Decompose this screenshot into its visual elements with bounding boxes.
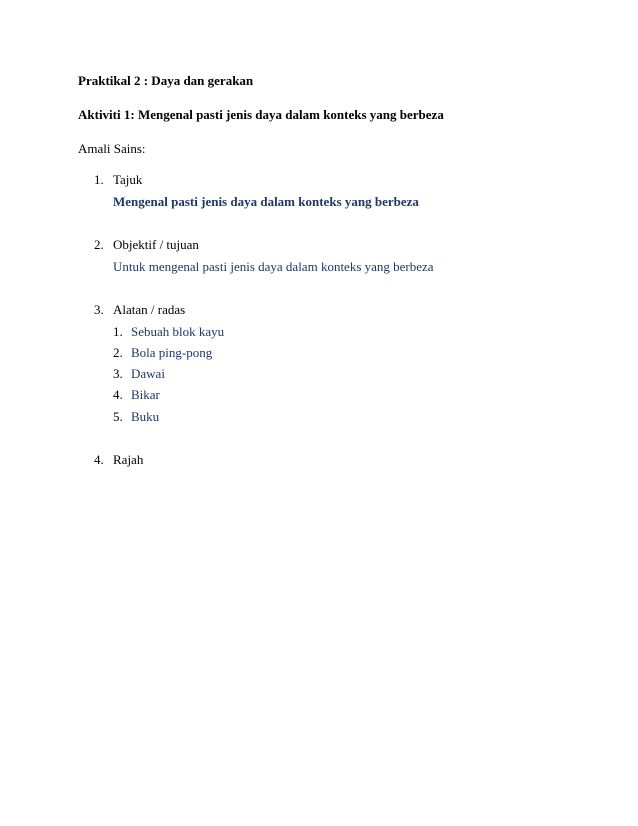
subitem-text: Buku xyxy=(131,409,160,424)
item-label-objektif: Objektif / tujuan xyxy=(113,237,199,252)
subitem-number: 3. xyxy=(113,366,123,381)
activity-heading: Aktiviti 1: Mengenal pasti jenis daya dalam konteks yang berbeza xyxy=(78,107,444,122)
subitem-text: Bikar xyxy=(131,387,160,402)
practical-title: Praktikal 2 : Daya dan gerakan xyxy=(78,73,254,88)
item-label-rajah: Rajah xyxy=(113,452,144,467)
item-label-tajuk: Tajuk xyxy=(113,172,143,187)
subitem-number: 2. xyxy=(113,345,123,360)
section-label: Amali Sains: xyxy=(78,141,146,156)
item-number: 4. xyxy=(94,452,104,467)
subitem-text: Sebuah blok kayu xyxy=(131,324,225,339)
item-number: 3. xyxy=(94,302,104,317)
subitem-text: Dawai xyxy=(131,366,165,381)
item-value-tajuk: Mengenal pasti jenis daya dalam konteks yang berbeza xyxy=(113,194,419,209)
item-number: 2. xyxy=(94,237,104,252)
subitem-number: 1. xyxy=(113,324,123,339)
subitem-text: Bola ping-pong xyxy=(131,345,213,360)
item-label-alatan: Alatan / radas xyxy=(113,302,186,317)
subitem-number: 4. xyxy=(113,387,123,402)
item-value-objektif: Untuk mengenal pasti jenis daya dalam konteks yang berbeza xyxy=(113,259,434,274)
subitem-number: 5. xyxy=(113,409,123,424)
item-number: 1. xyxy=(94,172,104,187)
